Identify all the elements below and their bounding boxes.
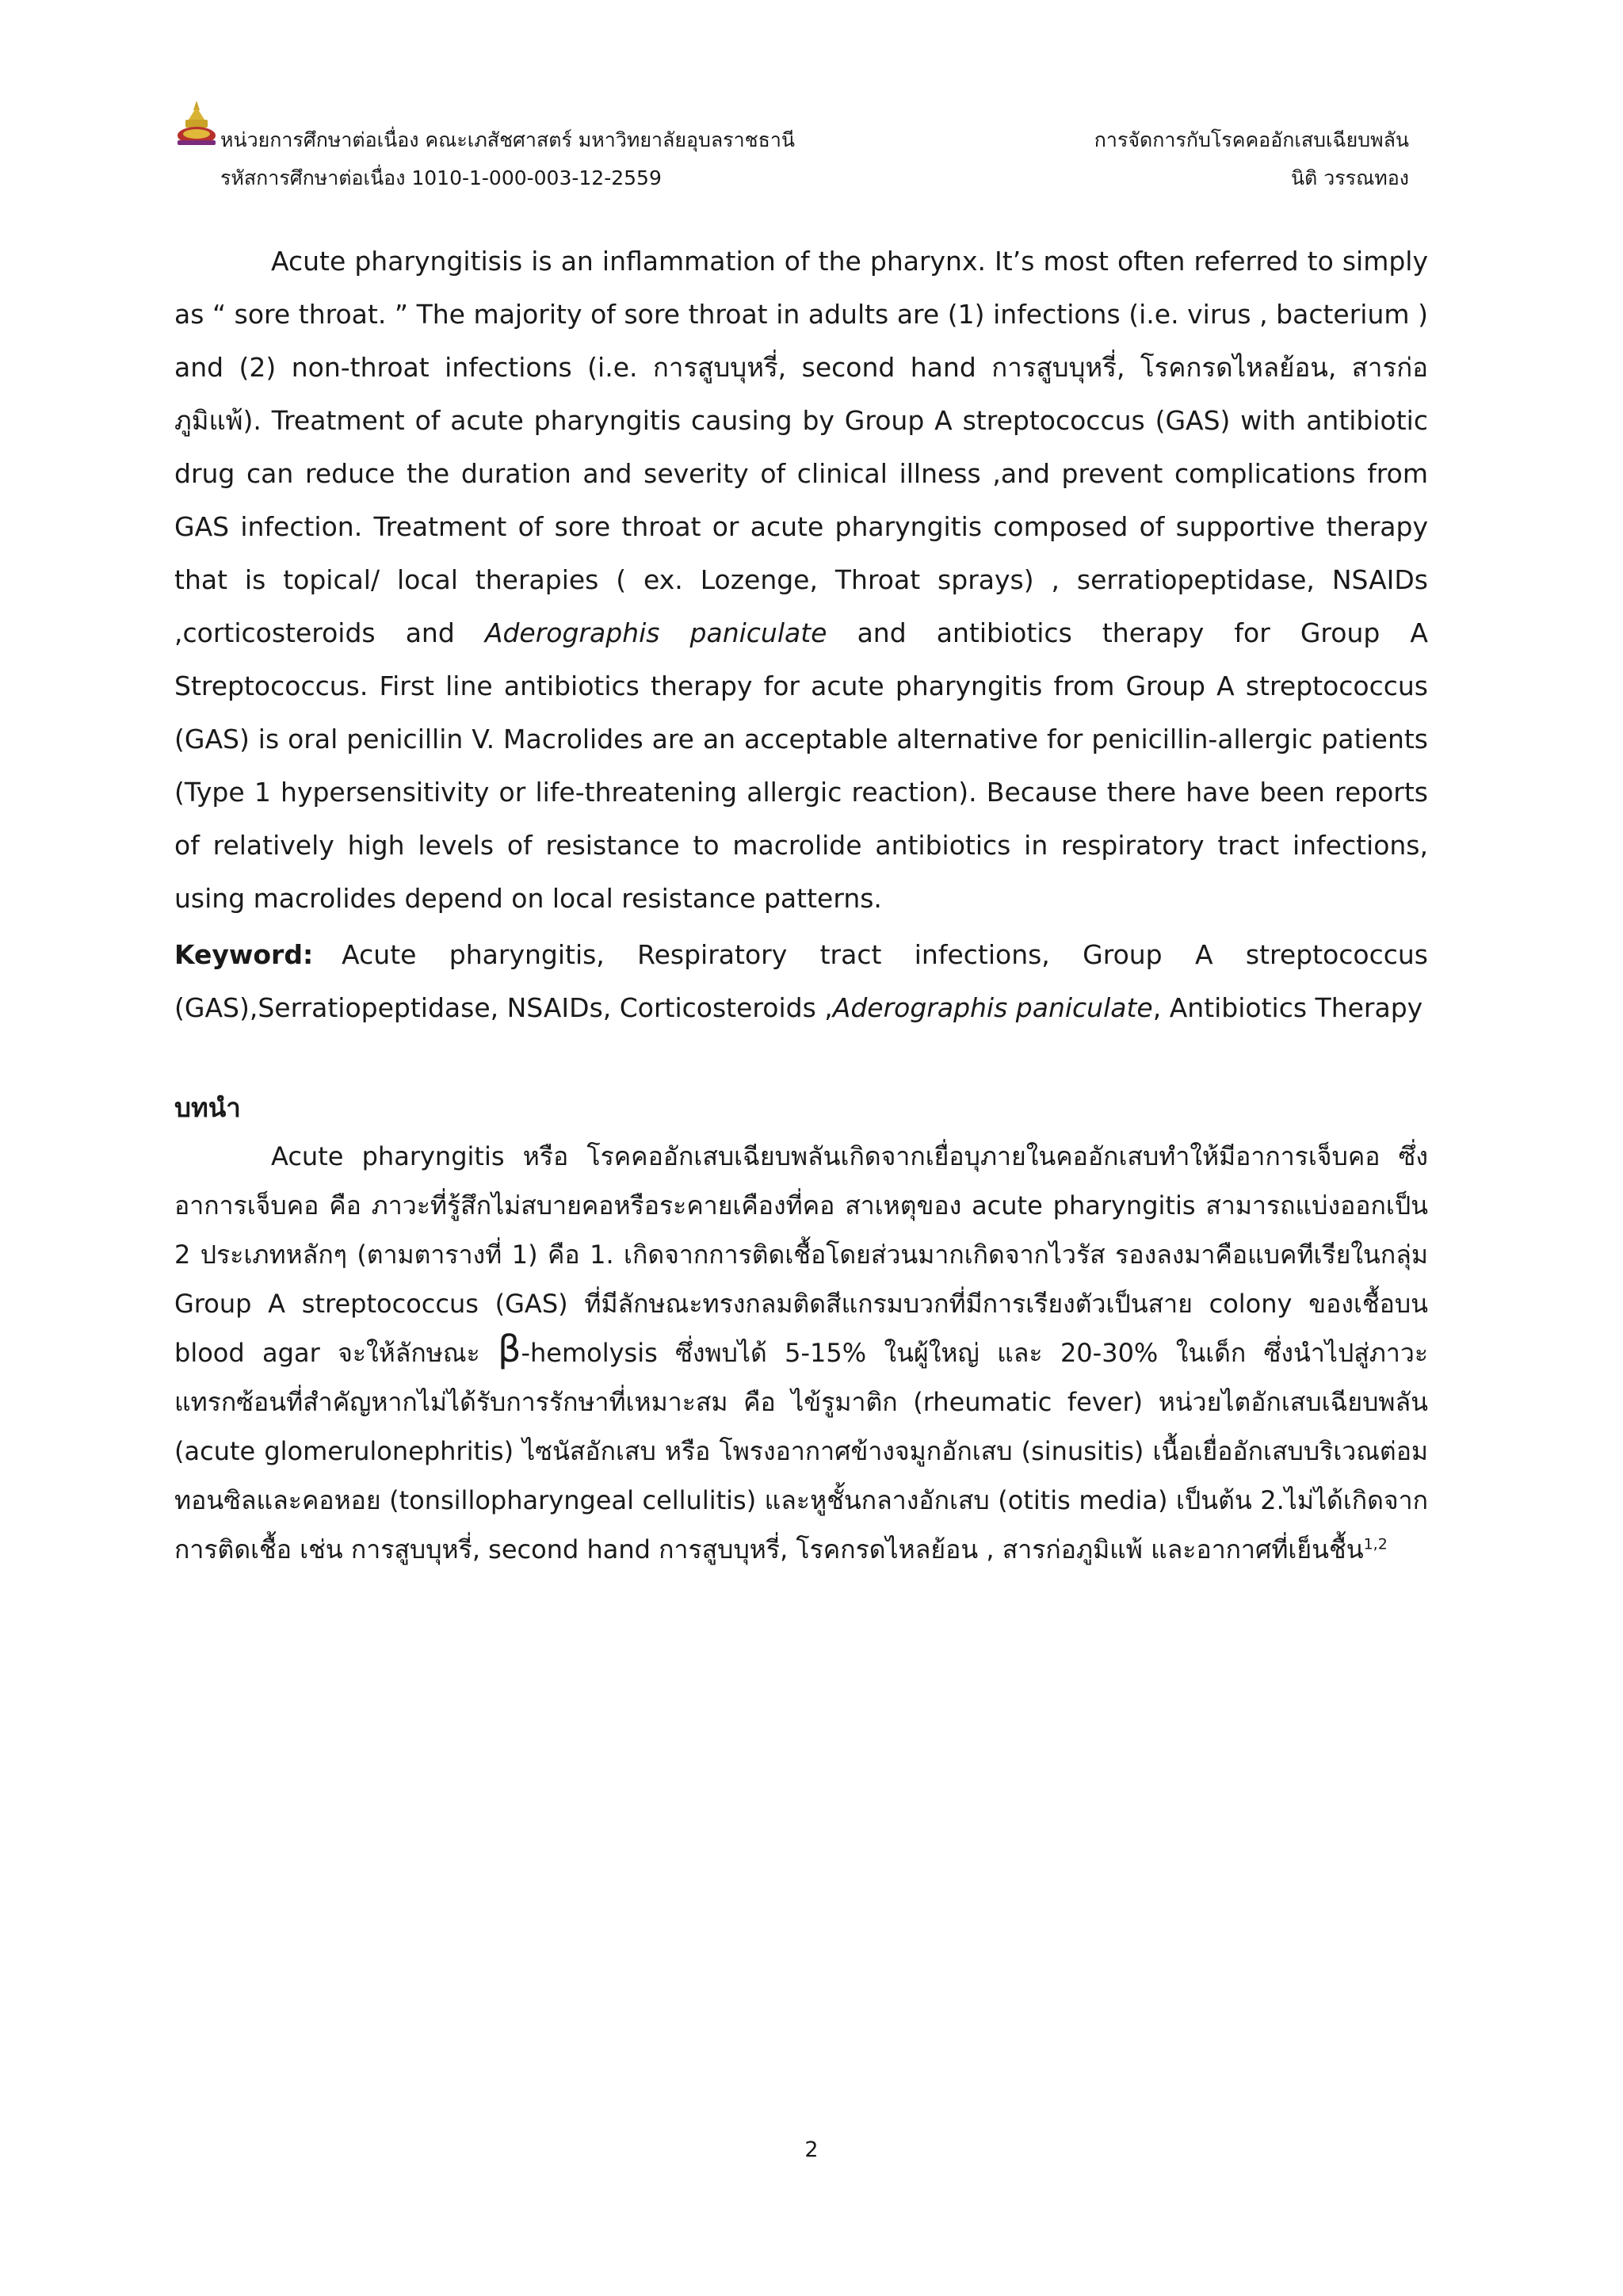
intro-paragraph <box>174 1132 1428 1574</box>
abstract-text-end: and antibiotics therapy for Group A Streptococcus. First line antibiotics therapy for acute pharyngitis from Group A streptococcus (GAS) is oral penicillin V. Macrolides are an acceptable alternative for penicillin-allergic patients (Type 1 hypersensitivity or life-threatening allergic reaction). Because there have been reports of relatively high levels of resistance to macrolide antibiotics in respiratory tract infections, using macrolides depend on local resistance patterns. <box>174 617 1428 914</box>
abstract <box>174 235 1428 925</box>
introduction <box>174 1132 1428 1574</box>
abstract-paragraph <box>174 235 1428 925</box>
keyword-paragraph <box>174 928 1428 1034</box>
keyword-italic-term: Aderographis paniculate <box>832 992 1153 1023</box>
keyword-label: Keyword: <box>174 939 314 970</box>
beta-symbol: β <box>498 1328 521 1370</box>
page-number: 2 <box>804 2137 819 2162</box>
abstract-text: Acute pharyngitisis is an inflammation of the pharynx. It’s most often referred to simply as “ sore throat. ” The majority of sore throat in adults are (1) infections (i.e. virus , bacterium ) and (2) non-throat infections (i.e. การสูบบุหรี่, second hand การสูบบุหรี่, โรคกรดไหลย้อน, สารก่อภูมิแพ้). Treatment of acute pharyngitis causing by Group A streptococcus (GAS) with antibiotic drug can reduce the duration and severity of clinical illness ,and prevent complications from GAS infection. Treatment of sore throat or acute pharyngitis composed of supportive therapy that is topical/ local therapies ( ex. Lozenge, Throat sprays) , serratiopeptidase, NSAIDs ,corticosteroids and <box>174 246 1428 648</box>
intro-text-part2: -hemolysis ซึ่งพบได้ 5-15% ในผู้ใหญ่ และ 20-30% ในเด็ก ซึ่งนำไปสู่ภาวะแทรกซ้อนที่สำคัญหากไม่ได้รับการรักษาที่เหมาะสม คือ ไข้รูมาติก (rheumatic fever) หน่วยไตอักเสบเฉียบพลัน (acute glomerulonephritis) ไซนัสอักเสบ หรือ โพรงอากาศข้างจมูกอักเสบ (sinusitis) เนื้อเยื่ออักเสบบริเวณต่อมทอนซิลและคอหอย (tonsillopharyngeal cellulitis) และหูชั้นกลางอักเสบ (otitis media) เป็นต้น 2.ไม่ได้เกิดจากการติดเชื้อ เช่น การสูบบุหรี่, second hand การสูบบุหรี่, โรคกรดไหลย้อน , สารก่อภูมิแพ้ และอากาศที่เย็นชื้น <box>174 1338 1429 1564</box>
abstract-italic-term: Aderographis paniculate <box>484 617 827 648</box>
faculty-emblem-icon <box>176 99 217 148</box>
header-article-title: การจัดการกับโรคคออักเสบเฉียบพลัน <box>1094 128 1409 151</box>
header-institution: หน่วยการศึกษาต่อเนื่อง คณะเภสัชศาสตร์ มหาวิทยาลัยอุบลราชธานี <box>220 128 795 151</box>
keywords <box>174 928 1428 1034</box>
header-course-code: รหัสการศึกษาต่อเนื่อง 1010-1-000-003-12-2559 <box>220 166 662 189</box>
section-title: บทนำ <box>174 1092 241 1123</box>
reference-superscript: 1,2 <box>1363 1535 1388 1553</box>
header-author: นิติ วรรณทอง <box>1290 166 1409 189</box>
keyword-text: Acute pharyngitis, Respiratory tract infections, Group A streptococcus (GAS),Serratiopeptidase, NSAIDs, Corticosteroids , <box>174 939 1428 1023</box>
keyword-text-end: , Antibiotics Therapy <box>1152 992 1423 1023</box>
intro-text-part1: Acute pharyngitis หรือ โรคคออักเสบเฉียบพลันเกิดจากเยื่อบุภายในคออักเสบทำให้มีอาการเจ็บคอ ซึ่งอาการเจ็บคอ คือ ภาวะที่รู้สึกไม่สบายคอหรือระคายเคืองที่คอ สาเหตุของ acute pharyngitis สามารถแบ่งออกเป็น 2 ประเภทหลักๆ (ตามตารางที่ 1) คือ 1. เกิดจากการติดเชื้อโดยส่วนมากเกิดจากไวรัส รองลงมาคือแบคทีเรียในกลุ่ม Group A streptococcus (GAS) ที่มีลักษณะทรงกลมติดสีแกรมบวกที่มีการเรียงตัวเป็นสาย colony ของเชื้อบน blood agar จะให้ลักษณะ <box>174 1141 1428 1368</box>
